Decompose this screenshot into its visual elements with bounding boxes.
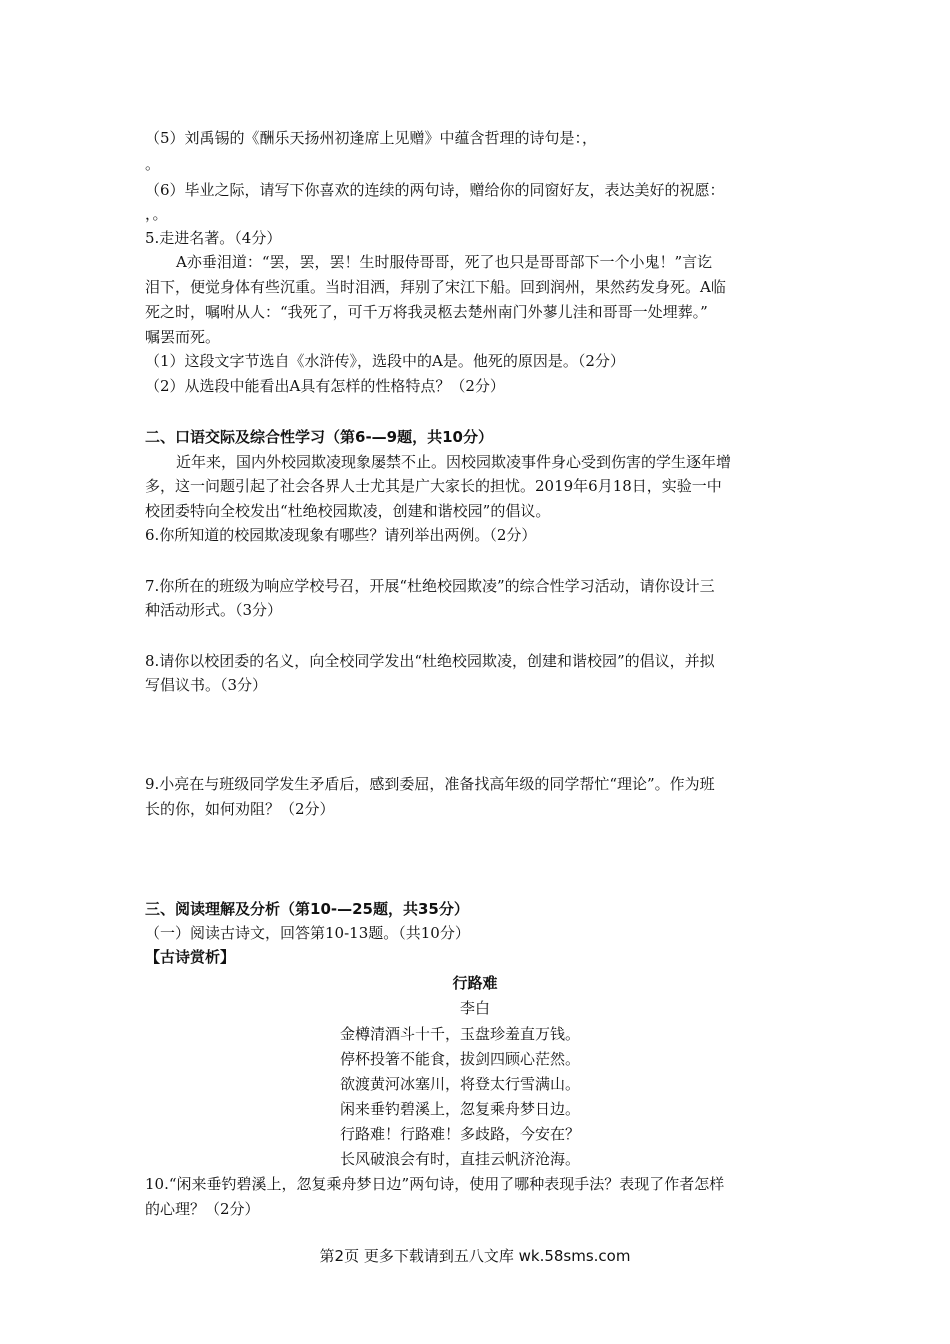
intro-line: 校团委特向全校发出“杜绝校园欺凌，创建和谐校园”的倡议。 [145,502,551,520]
passage-line: 死之时，嘱咐从人：“我死了，可千万将我灵柩去楚州南门外蓼儿洼和哥哥一处埋葬。” [145,303,708,321]
q6-poem-question: （6）毕业之际，请写下你喜欢的连续的两句诗，赠给你的同窗好友，表达美好的祝愿： [145,181,725,199]
intro-line: 近年来，国内外校园欺凌现象屡禁不止。因校园欺凌事件身心受到伤害的学生逐年增 [176,453,732,471]
poem-author: 李白 [459,999,490,1017]
sub-question-2: （2）从选段中能看出A具有怎样的性格特点？（2分） [145,377,505,395]
poem-line: 欲渡黄河冰塞川，将登太行雪满山。 [340,1075,581,1093]
poem-line: 停杯投箸不能食，拔剑四顾心茫然。 [340,1050,581,1068]
q6-poem-answer-end: ，。 [145,205,168,223]
passage-line: 嘱罢而死。 [145,328,221,346]
part1-instruction: （一）阅读古诗文，回答第10-13题。（共10分） [145,924,470,942]
question-7-line1: 7.你所在的班级为响应学校号召，开展“杜绝校园欺凌”的综合性学习活动，请你设计三 [145,577,715,595]
q5-classics-title: 5.走进名著。（4分） [145,229,282,247]
section3-heading: 三、阅读理解及分析（第10-—25题，共35分） [145,900,469,918]
question-6: 6.你所知道的校园欺凌现象有哪些？请列举出两例。（2分） [145,526,537,544]
question-8-line1: 8.请你以校团委的名义，向全校同学发出“杜绝校园欺凌，创建和谐校园”的倡议，并拟 [145,652,715,670]
question-8-line2: 写倡议书。（3分） [145,676,268,694]
sub-question-1: （1）这段文字节选自《水浒传》，选段中的A是。他死的原因是。（2分） [145,352,625,370]
poem-title: 行路难 [452,974,498,992]
poem-line: 长风破浪会有时，直挂云帆济沧海。 [340,1150,581,1168]
poem-line: 闲来垂钓碧溪上，忽复乘舟梦日边。 [340,1100,581,1118]
poem-line: 金樽清酒斗十千，玉盘珍羞直万钱。 [340,1025,581,1043]
q5-poem-answer-end: 。 [145,155,161,173]
poem-section-label: 【古诗赏析】 [145,948,236,966]
question-10-line2: 的心理？（2分） [145,1200,260,1218]
question-9-line2: 长的你，如何劝阻？（2分） [145,800,335,818]
passage-line: 泪下，便觉身体有些沉重。当时泪洒，拜别了宋江下船。回到润州，果然药发身死。A临 [145,278,726,296]
question-10-line1: 10.“闲来垂钓碧溪上，忽复乘舟梦日边”两句诗，使用了哪种表现手法？表现了作者怎样 [145,1175,725,1193]
question-7-line2: 种活动形式。（3分） [145,601,283,619]
page-footer: 第2页 更多下载请到五八文库 wk.58sms.com [319,1247,631,1265]
question-9-line1: 9.小亮在与班级同学发生矛盾后，感到委屈，准备找高年级的同学帮忙“理论”。作为班 [145,775,715,793]
passage-line: A亦垂泪道：“罢，罢，罢！生时服侍哥哥，死了也只是哥哥部下一个小鬼！”言讫 [176,253,713,271]
poem-line: 行路难！行路难！多歧路，今安在？ [340,1125,581,1143]
section2-heading: 二、口语交际及综合性学习（第6-—9题，共10分） [145,428,493,446]
intro-line: 多，这一问题引起了社会各界人士尤其是广大家长的担忧。2019年6月18日，实验一中 [145,477,722,495]
q5-poem-question: （5）刘禹锡的《酬乐天扬州初逢席上见赠》中蕴含哲理的诗句是：， [145,129,598,147]
